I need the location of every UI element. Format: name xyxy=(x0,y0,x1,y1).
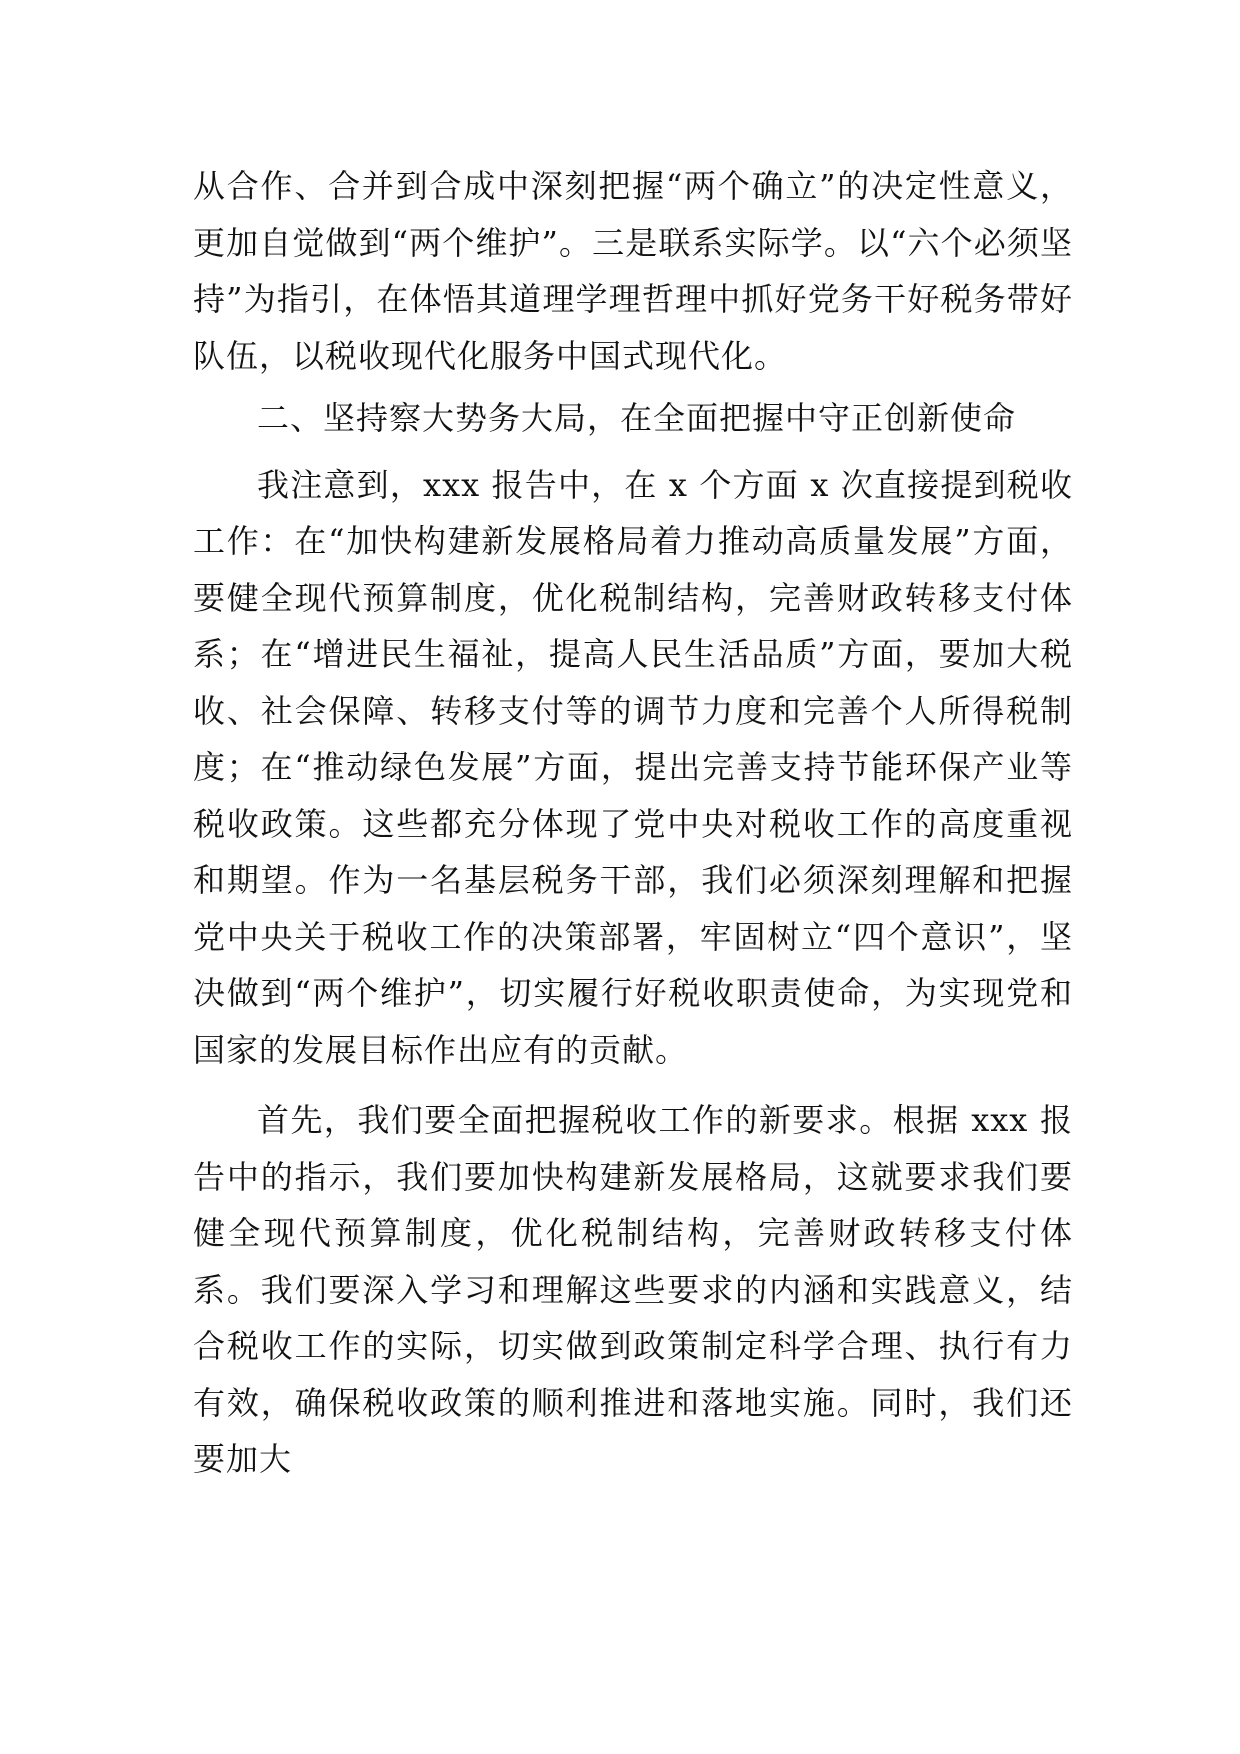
section-heading-text: 二、坚持察大势务大局，在全面把握中守正创新使命 xyxy=(257,399,1017,437)
paragraph-report-mentions xyxy=(193,457,1073,1079)
paragraph-text: 首先，我们要全面把握税收工作的新要求。根据 xxx 报告中的指示，我们要加快构建新发展格局，这就要求我们要健全现代预算制度，优化税制结构，完善财政转移支付体系。我们要深入学习和理解这些要求的内涵和实践意义，结合税收工作的实际，切实做到政策制定科学合理、执行有力有效，确保税收政策的顺利推进和落地实施。同时，我们还要加大 xyxy=(193,1101,1073,1478)
document-body xyxy=(193,158,1073,1488)
paragraph-continuation xyxy=(193,158,1073,384)
section-heading xyxy=(193,390,1073,447)
paragraph-text: 我注意到，xxx 报告中，在 x 个方面 x 次直接提到税收工作：在“加快构建新发展格局着力推动高质量发展”方面，要健全现代预算制度，优化税制结构，完善财政转移支付体系；在“增进民生福祉，提高人民生活品质”方面，要加大税收、社会保障、转移支付等的调节力度和完善个人所得税制度；在“推动绿色发展”方面，提出完善支持节能环保产业等税收政策。这些都充分体现了党中央对税收工作的高度重视和期望。作为一名基层税务干部，我们必须深刻理解和把握党中央关于税收工作的决策部署，牢固树立“四个意识”，坚决做到“两个维护”，切实履行好税收职责使命，为实现党和国家的发展目标作出应有的贡献。 xyxy=(193,465,1073,1069)
paragraph-text: 从合作、合并到合成中深刻把握“两个确立”的决定性意义，更加自觉做到“两个维护”。三是联系实际学。以“六个必须坚持”为指引，在体悟其道理学理哲理中抓好党务干好税务带好队伍，以税收现代化服务中国式现代化。 xyxy=(193,167,1073,375)
paragraph-first-point xyxy=(193,1092,1073,1488)
